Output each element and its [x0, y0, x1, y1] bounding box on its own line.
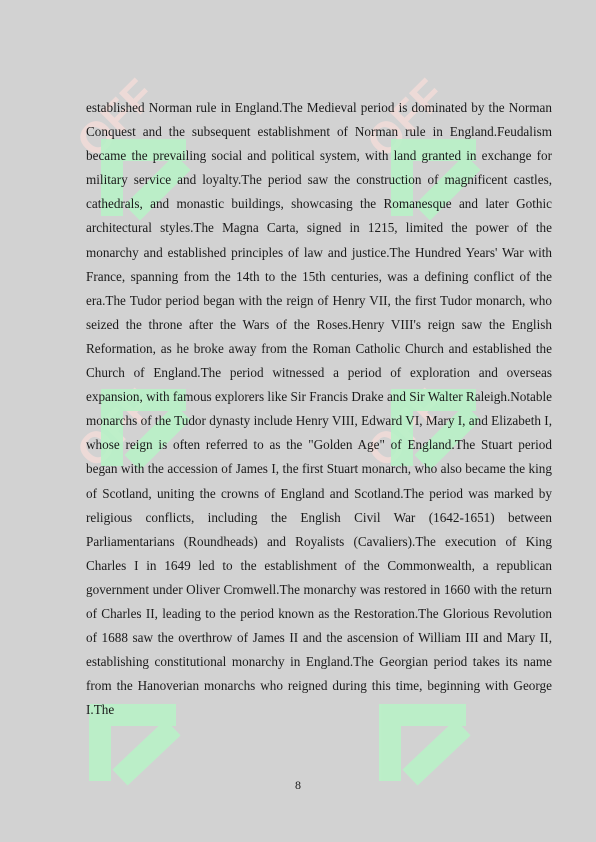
- svg-text:OFF: OFF: [67, 70, 165, 168]
- svg-text:OFF: OFF: [357, 380, 455, 478]
- body-paragraph: established Norman rule in England.The Medieval period is dominated by the Norman Conquest and the subsequent establishment of Norman rule in England.Feudalism became the prevailing social and political system, with land granted in exchange for military service and loyalty.The period saw the construction of magnificent castles, cathedrals, and monastic buildings, showcasing the Romanesque and later Gothic architectural styles.The Magna Carta, signed in 1215, limited the power of the monarchy and established principles of law and justice.The Hundred Years' War with France, spanning from the 14th to the 15th centuries, was a defining conflict of the era.The Tudor period began with the reign of Henry VII, the first Tudor monarch, who seized the throne after the Wars of the Roses.Henry VIII's reign saw the English Reformation, as he broke away from the Roman Catholic Church and established the Church of England.The period witnessed a period of exploration and overseas expansion, with famous explorers like Sir Francis Drake and Sir Walter Raleigh.Notable monarchs of the Tudor dynasty include Henry VIII, Edward VI, Mary I, and Elizabeth I, whose reign is often referred to as the "Golden Age" of England.The Stuart period began with the accession of James I, the first Stuart monarch, who also became the king of Scotland, uniting the crowns of England and Scotland.The period was marked by religious conflicts, including the English Civil War (1642-1651) between Parliamentarians (Roundheads) and Royalists (Cavaliers).The execution of King Charles I in 1649 led to the establishment of the Commonwealth, a republican government under Oliver Cromwell.The monarchy was restored in 1660 with the return of Charles II, leading to the period known as the Restoration.The Glorious Revolution of 1688 saw the overthrow of James II and the ascension of William III and Mary II, establishing constitutional monarchy in England.The Georgian period takes its name from the Hanoverian monarchs who reigned during this time, beginning with George I.The: [86, 100, 552, 718]
- svg-text:OFF: OFF: [357, 70, 455, 168]
- page-number: 8: [295, 778, 301, 792]
- svg-text:OFF: OFF: [67, 380, 165, 478]
